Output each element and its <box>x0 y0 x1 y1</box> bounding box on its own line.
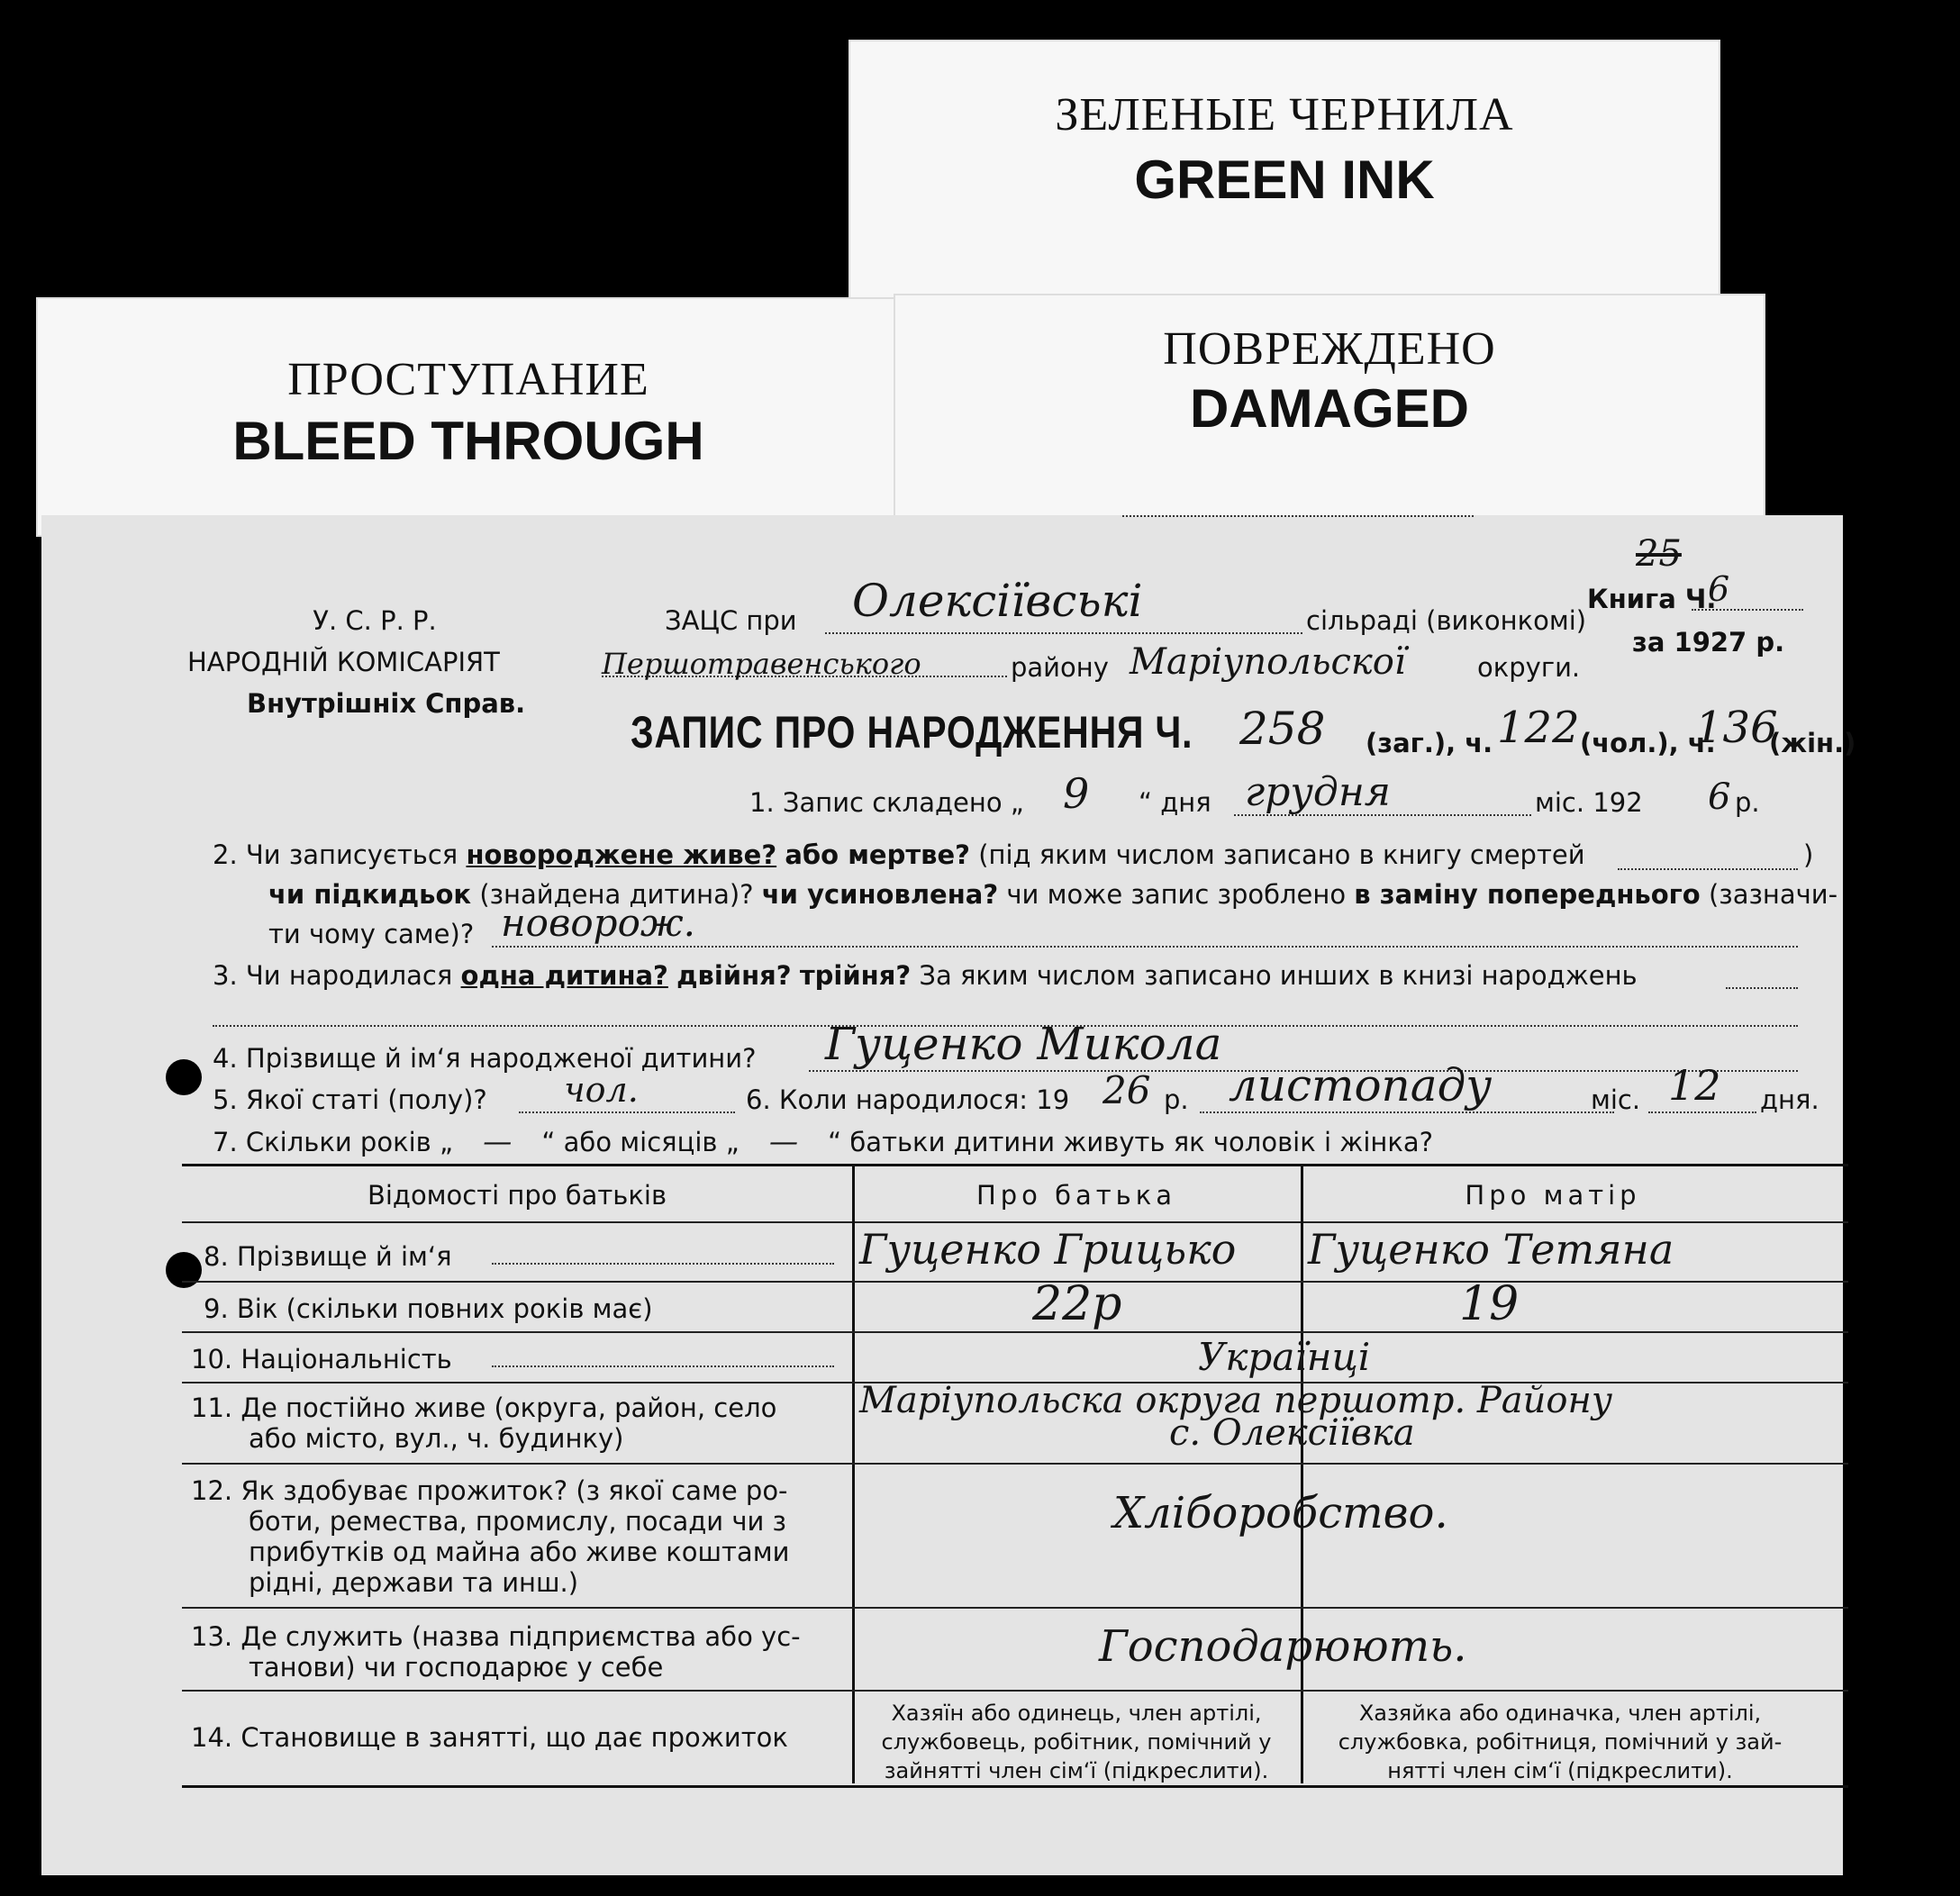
q3-c: двійня? <box>676 960 792 991</box>
q3-d: трійня? <box>799 960 912 991</box>
book-fill-line <box>1692 609 1803 611</box>
q2-l2-b: (знайдена дитина)? <box>479 879 754 910</box>
okruga-fill-line <box>1122 515 1474 517</box>
q7-years: — <box>483 1124 513 1158</box>
department-heading: Внутрішніх Справ. <box>247 688 526 719</box>
q1-year-digit: 6 <box>1708 776 1731 818</box>
row13-border <box>182 1690 1848 1692</box>
row8-border <box>182 1281 1848 1283</box>
row12-label-2: боти, ремества, промислу, посади чи з <box>249 1506 786 1537</box>
row11-both-1: Маріупольска округа першотр. Району <box>859 1380 1613 1421</box>
row11-label-2: або місто, вул., ч. будинку) <box>249 1423 624 1454</box>
q6-year-label: р. <box>1164 1084 1189 1115</box>
q6-day-label: дня. <box>1760 1084 1819 1115</box>
book-year: за 1927 р. <box>1632 627 1785 658</box>
q1-month: грудня <box>1245 769 1391 815</box>
record-male-label: (чол.), ч. <box>1580 728 1716 758</box>
green-ink-label <box>848 40 1720 322</box>
q1-month-label: міс. 192 <box>1535 787 1643 818</box>
q2-answer-line <box>492 946 1798 948</box>
row9-label: 9. Вік (скільки повних років має) <box>204 1293 653 1324</box>
row8-label: 8. Прізвище й ім‘я <box>204 1241 452 1272</box>
row12-both: Хліборобство. <box>1113 1488 1448 1538</box>
row13-label-1: 13. Де служить (назва підприємства або ус- <box>191 1621 801 1652</box>
green-ink-label-ru: ЗЕЛЕНЫЕ ЧЕРНИЛА <box>1055 89 1514 141</box>
birth-record-document <box>41 515 1856 1875</box>
record-total-label: (заг.), ч. <box>1366 728 1493 758</box>
q3-e: За яким числом записано инших в книзі народжень <box>919 960 1638 991</box>
damaged-label-ru: ПОВРЕЖДЕНО <box>1163 323 1496 375</box>
q3-b: одна дитина? <box>460 960 668 991</box>
row14-father-2: службовець, робітник, помічний у <box>881 1729 1272 1755</box>
row14-label: 14. Становище в занятті, що дає прожиток <box>191 1722 788 1753</box>
damaged-label-en: DAMAGED <box>1190 378 1469 439</box>
q6-label: 6. Коли народилося: 19 <box>746 1084 1070 1115</box>
row9-father: 22р <box>1032 1277 1122 1331</box>
q7-b: “ або місяців „ <box>541 1127 740 1157</box>
rayon-handwritten: Першотравенського <box>602 647 921 681</box>
table-top-border <box>182 1164 1848 1166</box>
q2-l3: ти чому саме)? <box>268 919 475 949</box>
row14-mother-1: Хазяйка або одиначка, член артілі, <box>1358 1701 1762 1726</box>
q2-l2-a: чи підкидьок <box>268 879 472 910</box>
q4-label: 4. Прізвище й ім‘я народженої дитини? <box>213 1043 757 1074</box>
row8-father: Гуценко Грицько <box>859 1225 1237 1274</box>
row13-label-2: танови) чи господарює у себе <box>249 1652 664 1683</box>
commissariat-heading: НАРОДНІЙ КОМІСАРІЯТ <box>187 647 500 677</box>
record-title: ЗАПИС ПРО НАРОДЖЕННЯ Ч. <box>631 707 1193 757</box>
silrada-label: сільраді (виконкомі) <box>1306 605 1587 636</box>
rayon-label: району <box>1011 652 1109 683</box>
q2-l1-e: ) <box>1803 839 1814 870</box>
row9-border <box>182 1331 1848 1333</box>
row12-label-4: рідні, держави та инш.) <box>249 1567 579 1598</box>
q6-month-label: міс. <box>1591 1084 1641 1115</box>
record-female-label: (жін.) <box>1769 728 1856 758</box>
row12-label-3: прибутків од майна або живе коштами <box>249 1537 790 1567</box>
q6-month: листопаду <box>1229 1059 1493 1111</box>
punch-hole <box>166 1059 202 1095</box>
q2-l1-c: або мертве? <box>785 839 970 870</box>
row8-mother: Гуценко Тетяна <box>1308 1225 1674 1274</box>
bleed-through-label-ru: ПРОСТУПАНИЕ <box>287 354 649 405</box>
row8-dots <box>492 1263 834 1265</box>
q1-year-suffix: р. <box>1735 787 1760 818</box>
q6-year: 26 <box>1102 1068 1151 1112</box>
zags-handwritten: Олексіївські <box>852 575 1143 627</box>
q1-label: 1. Запис складено „ <box>749 787 1024 818</box>
q3-fill-line <box>1726 987 1798 989</box>
table-header-parents: Відомості про батьків <box>367 1180 667 1211</box>
q2-l1-a: 2. Чи записується <box>213 839 458 870</box>
record-total-number: 258 <box>1239 703 1326 755</box>
row12-label-1: 12. Як здобуває прожиток? (з якої саме ро- <box>191 1475 788 1506</box>
table-header-mother: Про матір <box>1465 1180 1641 1211</box>
punch-hole <box>166 1252 202 1288</box>
q2-l2-c: чи усиновлена? <box>761 879 999 910</box>
okruga-handwritten: Маріупольскої <box>1130 641 1406 683</box>
q6-day: 12 <box>1668 1061 1721 1110</box>
row11-label-1: 11. Де постійно живе (округа, район, село <box>191 1393 777 1423</box>
q3-a: 3. Чи народилася <box>213 960 453 991</box>
row12-border <box>182 1607 1848 1609</box>
okruga-label: округи. <box>1477 652 1581 683</box>
row11-border <box>182 1463 1848 1465</box>
zags-prefix: ЗАЦС при <box>665 605 797 636</box>
record-male-number: 122 <box>1497 703 1580 753</box>
row9-mother: 19 <box>1459 1277 1520 1331</box>
q7-c: “ батьки дитини живуть як чоловік і жінка? <box>828 1127 1434 1157</box>
q2-l1-b: новороджене живе? <box>466 839 777 870</box>
table-header-border <box>182 1221 1848 1223</box>
row11-both-2: с. Олексіївка <box>1169 1412 1415 1454</box>
q1-day-label: “ дня <box>1139 787 1211 818</box>
book-label: Книга Ч. <box>1587 584 1717 614</box>
q6-month-line <box>1200 1111 1614 1113</box>
q6-day-line <box>1648 1111 1756 1113</box>
republic-heading: У. С. Р. Р. <box>313 605 437 636</box>
q2-l1-d: (під яким числом записано в книгу смертей <box>978 839 1585 870</box>
q5-fill-line <box>519 1111 735 1113</box>
table-header-father: Про батька <box>975 1180 1177 1211</box>
row14-mother-2: службовка, робітниця, помічний у зай- <box>1338 1729 1783 1755</box>
q2-answer: новорож. <box>501 901 695 945</box>
q5-label: 5. Якої статі (полу)? <box>213 1084 487 1115</box>
q2-l2-e: в заміну попереднього <box>1354 879 1701 910</box>
damaged-label <box>894 294 1765 533</box>
q2-l2-f: (зазначи- <box>1708 879 1838 910</box>
zags-fill-line <box>825 632 1302 634</box>
q2-l2-d: чи може запис зроблено <box>1006 879 1347 910</box>
q4-answer: Гуценко Микола <box>825 1018 1222 1070</box>
row13-both: Господарюють. <box>1099 1621 1467 1672</box>
green-ink-label-en: GREEN INK <box>1134 150 1435 210</box>
q5-answer: чол. <box>564 1070 639 1110</box>
row10-dots <box>492 1365 834 1367</box>
row14-father-3: зайнятті член сім‘ї (підкреслити). <box>884 1758 1269 1783</box>
q1-day: 9 <box>1063 769 1090 818</box>
q7-months: — <box>768 1124 798 1158</box>
row14-father-1: Хазяїн або одинець, член артілі, <box>891 1701 1262 1726</box>
book-number: 6 <box>1708 569 1730 609</box>
q7-a: 7. Скільки років „ <box>213 1127 453 1157</box>
record-female-number: 136 <box>1695 703 1778 753</box>
bleed-through-label-en: BLEED THROUGH <box>232 411 704 471</box>
row10-label: 10. Національність <box>191 1344 452 1374</box>
row10-both: Українці <box>1198 1335 1371 1379</box>
book-number-old: 25 <box>1636 533 1682 575</box>
q2-death-book-line <box>1618 868 1798 870</box>
bleed-through-label <box>36 297 901 537</box>
table-bottom-border <box>182 1785 1848 1788</box>
row14-mother-3: нятті член сім‘ї (підкреслити). <box>1387 1758 1733 1783</box>
